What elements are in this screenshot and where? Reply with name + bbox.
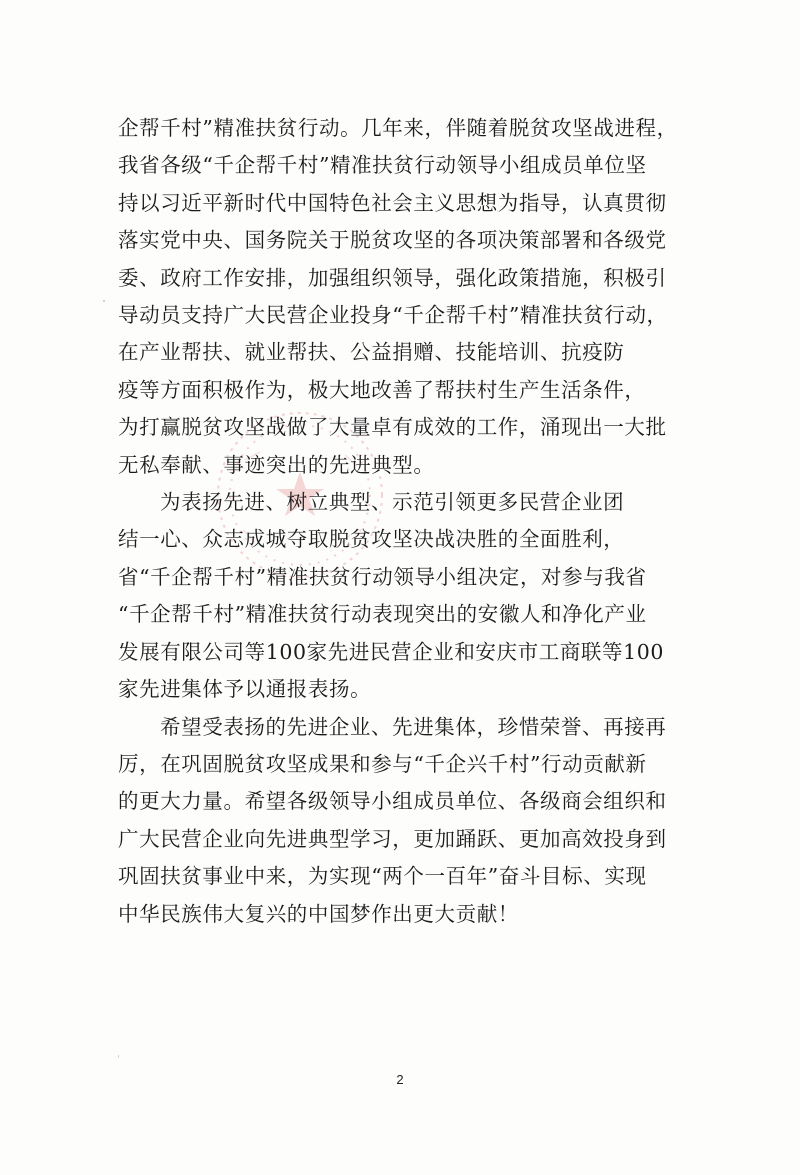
scan-speck <box>103 300 105 302</box>
document-body <box>118 110 698 933</box>
text-line: 我省各级“千企帮千村”精准扶贫行动领导小组成员单位坚 <box>118 153 647 178</box>
text-line: 企帮千村”精准扶贫行动。几年来，伴随着脱贫攻坚战进程， <box>118 116 678 140</box>
text-line: 落实党中央、国务院关于脱贫攻坚的各项决策部署和各级党 <box>118 228 667 253</box>
text-line: 家先进集体予以通报表扬。 <box>118 677 372 702</box>
text-line: 疫等方面积极作为，极大地改善了帮扶村生产生活条件， <box>118 377 646 402</box>
paragraph-2 <box>118 484 698 708</box>
text-line: 希望受表扬的先进企业、先进集体，珍惜荣誉、再接再 <box>160 714 667 739</box>
text-line: 的更大力量。希望各级领导小组成员单位、各级商会组织和 <box>118 789 667 814</box>
scan-speck <box>118 1055 119 1058</box>
text-line: 中华民族伟大复兴的中国梦作出更大贡献！ <box>118 901 519 926</box>
page-number: 2 <box>396 1072 404 1087</box>
text-line: 巩固扶贫事业中来，为实现“两个一百年”奋斗目标、实现 <box>118 864 647 889</box>
text-line: 持以习近平新时代中国特色社会主义思想为指导，认真贯彻 <box>118 190 667 215</box>
text-line: 为表扬先进、树立典型、示范引领更多民营企业团 <box>160 490 625 515</box>
text-line: 在产业帮扶、就业帮扶、公益捐赠、技能培训、抗疫防 <box>118 340 625 365</box>
paragraph-3 <box>118 709 698 933</box>
text-line: 发展有限公司等100家先进民营企业和安庆市工商联等100 <box>118 639 665 664</box>
text-line: 为打赢脱贫攻坚战做了大量卓有成效的工作，涌现出一大批 <box>118 415 667 440</box>
text-line: 无私奉献、事迹突出的先进典型。 <box>118 452 435 477</box>
paragraph-1 <box>118 110 698 484</box>
text-line: 厉，在巩固脱贫攻坚成果和参与“千企兴千村”行动贡献新 <box>118 751 647 776</box>
text-line: 省“千企帮千村”精准扶贫行动领导小组决定，对参与我省 <box>118 564 647 589</box>
text-line: “千企帮千村”精准扶贫行动表现突出的安徽人和净化产业 <box>118 602 647 627</box>
text-line: 结一心、众志成城夺取脱贫攻坚决战决胜的全面胜利， <box>118 527 625 552</box>
text-line: 委、政府工作安排，加强组织领导，强化政策措施，积极引 <box>118 265 667 290</box>
text-line: 导动员支持广大民营企业投身“千企帮千村”精准扶贫行动， <box>118 303 668 328</box>
text-line: 广大民营企业向先进典型学习，更加踊跃、更加高效投身到 <box>118 826 667 851</box>
